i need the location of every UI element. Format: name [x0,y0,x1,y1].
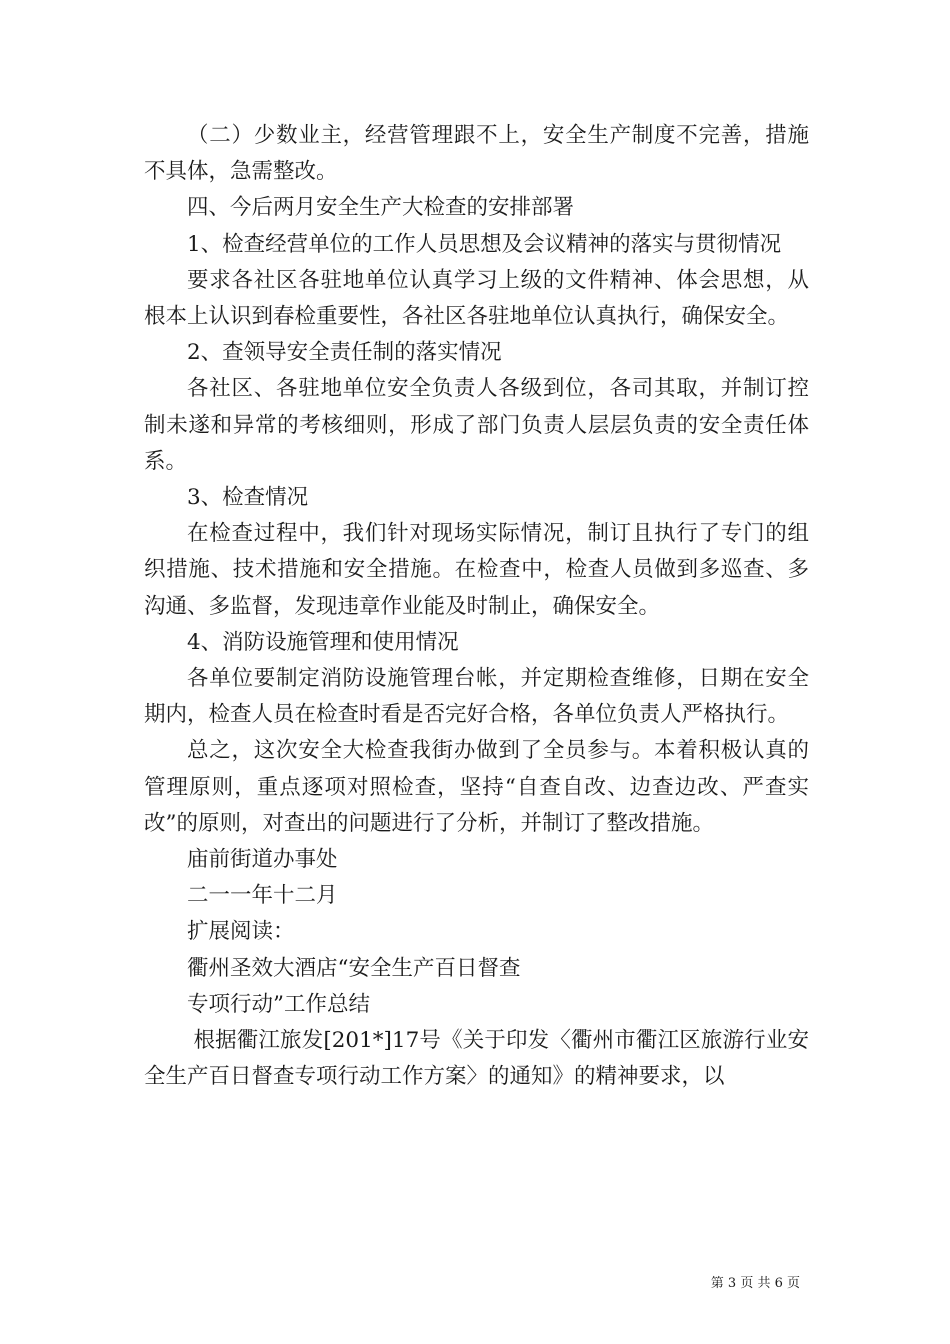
item-2-body: 各社区、各驻地单位安全负责人各级到位，各司其取，并制订控制未遂和异常的考核细则，形成了部门负责人层层负责的安全责任体系。 [144,376,809,474]
extended-reading-label: 扩展阅读： [187,919,295,945]
extended-body: 根据衢江旅发[201*]17号《关于印发〈衢州市衢江区旅游行业安全生产百日督查专项行动工作方案〉的通知》的精神要求，以 [144,1028,809,1090]
item-3-title: 3、检查情况 [187,485,309,511]
extended-title-line-2: 专项行动”工作总结 [187,991,370,1017]
extended-title-line-1: 衢州圣效大酒店“安全生产百日督查 [187,955,521,981]
item-1-title: 1、检查经营单位的工作人员思想及会议精神的落实与贯彻情况 [187,231,782,257]
item-3-body: 在检查过程中，我们针对现场实际情况，制订且执行了专门的组织措施、技术措施和安全措施。在检查中，检查人员做到多巡查、多沟通、多监督，发现违章作业能及时制止，确保安全。 [144,521,809,619]
summary-paragraph: 总之，这次安全大检查我街办做到了全员参与。本着积极认真的管理原则，重点逐项对照检查，坚持“自查自改、边查边改、严查实改”的原则，对查出的问题进行了分析，并制订了整改措施。 [144,738,809,836]
item-4-title: 4、消防设施管理和使用情况 [187,629,459,655]
item-1-body: 要求各社区各驻地单位认真学习上级的文件精神、体会思想，从根本上认识到春检重要性，各社区各驻地单位认真执行，确保安全。 [144,267,809,330]
page-number: 第 3 页 共 6 页 [710,1276,800,1291]
signature-date: 二一一年十二月 [187,883,338,909]
heading-arrangement: 四、今后两月安全生产大检查的安排部署 [187,195,575,221]
signature-office: 庙前街道办事处 [187,847,338,873]
paragraph-rectification: （二）少数业主，经营管理跟不上，安全生产制度不完善，措施不具体，急需整改。 [144,123,809,185]
item-2-title: 2、查领导安全责任制的落实情况 [187,340,502,366]
document-body [144,118,809,1095]
item-4-body: 各单位要制定消防设施管理台帐，并定期检查维修，日期在安全期内，检查人员在检查时看是否完好合格，各单位负责人严格执行。 [144,666,809,728]
